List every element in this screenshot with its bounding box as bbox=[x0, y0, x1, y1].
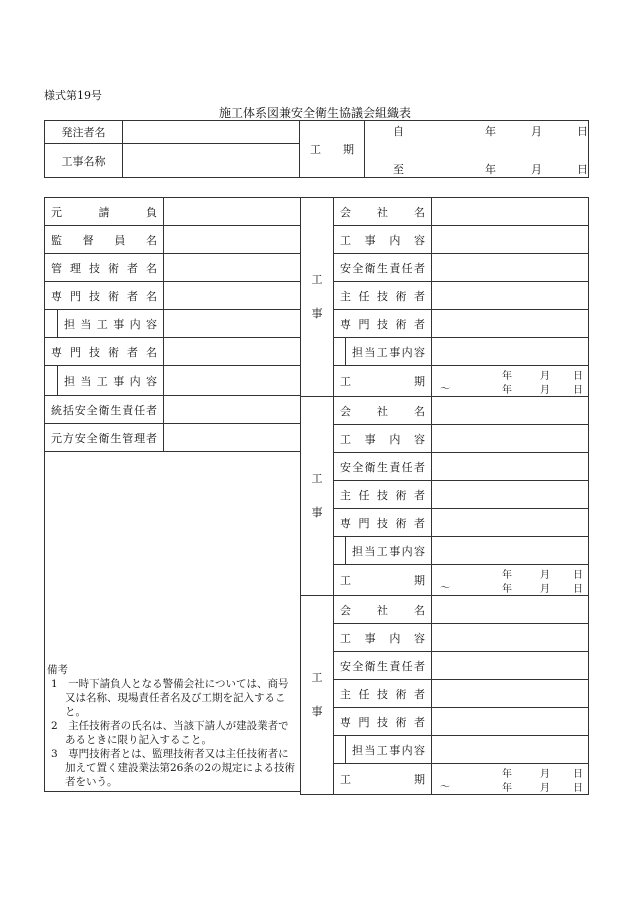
note-item: 2 主任技術者の氏名は、当該下請人が建設業者であるときに限り記入すること。 bbox=[51, 720, 289, 746]
sub3-company-field[interactable] bbox=[432, 596, 589, 624]
to-month: 月 bbox=[531, 163, 542, 176]
project-label: 工事名称 bbox=[45, 144, 123, 178]
manager-label: 管 理 技 術 者 名 bbox=[45, 254, 164, 282]
sub3-safety-field[interactable] bbox=[432, 652, 589, 680]
scope2-field[interactable] bbox=[164, 366, 301, 396]
sub2-period-field[interactable]: ～ 年 月 日 年 月 日 bbox=[432, 565, 589, 596]
sub2-chief-field[interactable] bbox=[432, 481, 589, 509]
sub1-chief-label: 主 任 技 術 者 bbox=[334, 282, 432, 310]
safety-manager-field[interactable] bbox=[164, 424, 301, 452]
general-safety-label: 統括安全衛生責任者 bbox=[45, 396, 164, 424]
sub3-scope-field[interactable] bbox=[432, 736, 589, 764]
sub3-safety-label: 安全衛生責任者 bbox=[334, 652, 432, 680]
safety-manager-label: 元方安全衛生管理者 bbox=[45, 424, 164, 452]
project-field[interactable] bbox=[123, 144, 300, 178]
sub1-safety-field[interactable] bbox=[432, 254, 589, 282]
manager-field[interactable] bbox=[164, 254, 301, 282]
sub2-vertical-label: 工 事 bbox=[301, 397, 334, 596]
scope2-label: 担 当 工 事 内 容 bbox=[58, 366, 164, 396]
sub2-company-field[interactable] bbox=[432, 397, 589, 425]
sub1-scope-field[interactable] bbox=[432, 338, 589, 366]
sub1-vertical-label: 工 事 bbox=[301, 198, 334, 397]
to-year: 年 bbox=[485, 163, 496, 176]
sub1-period-label: 工 期 bbox=[334, 366, 432, 397]
specialist2-label: 専 門 技 術 者 名 bbox=[45, 338, 164, 366]
supervisor-field[interactable] bbox=[164, 226, 301, 254]
sub2-specialist-label: 専 門 技 術 者 bbox=[334, 509, 432, 537]
sub2-safety-field[interactable] bbox=[432, 453, 589, 481]
sub2-scope-label: 担当工事内容 bbox=[346, 537, 432, 565]
prime-contractor-table bbox=[44, 197, 301, 792]
sub2-period-label: 工 期 bbox=[334, 565, 432, 596]
sub2-scope-field[interactable] bbox=[432, 537, 589, 565]
sub3-work-field[interactable] bbox=[432, 624, 589, 652]
sub3-work-label: 工 事 内 容 bbox=[334, 624, 432, 652]
sub1-chief-field[interactable] bbox=[432, 282, 589, 310]
sub2-specialist-field[interactable] bbox=[432, 509, 589, 537]
sub3-period-field[interactable]: ～ 年 月 日 年 月 日 bbox=[432, 764, 589, 795]
sub2-work-label: 工 事 内 容 bbox=[334, 425, 432, 453]
sub1-safety-label: 安全衛生責任者 bbox=[334, 254, 432, 282]
sub3-vertical-label: 工 事 bbox=[301, 596, 334, 795]
prime-label: 元 請 負 bbox=[45, 198, 164, 226]
note-item: 1 一時下請負人となる警備会社については、商号又は名称、現場責任者名及び工期を記入すること。 bbox=[51, 678, 289, 718]
from-label: 自 bbox=[393, 125, 404, 138]
scope1-field[interactable] bbox=[164, 310, 301, 338]
orderer-field[interactable] bbox=[123, 121, 300, 144]
sub3-specialist-field[interactable] bbox=[432, 708, 589, 736]
sub3-company-label: 会 社 名 bbox=[334, 596, 432, 624]
sub1-scope-label: 担当工事内容 bbox=[346, 338, 432, 366]
sub2-company-label: 会 社 名 bbox=[334, 397, 432, 425]
prime-field[interactable] bbox=[164, 198, 301, 226]
notes-box bbox=[45, 452, 301, 792]
supervisor-label: 監 督 員 名 bbox=[45, 226, 164, 254]
sub2-work-field[interactable] bbox=[432, 425, 589, 453]
subcontractor-table bbox=[300, 197, 589, 795]
period-label: 工 期 bbox=[300, 121, 365, 178]
from-day: 日 bbox=[577, 125, 588, 138]
sub3-specialist-label: 専 門 技 術 者 bbox=[334, 708, 432, 736]
specialist1-label: 専 門 技 術 者 名 bbox=[45, 282, 164, 310]
sub1-company-label: 会 社 名 bbox=[334, 198, 432, 226]
sub1-period-field[interactable]: ～ 年 月 日 年 月 日 bbox=[432, 366, 589, 397]
sub1-specialist-label: 専 門 技 術 者 bbox=[334, 310, 432, 338]
sub3-chief-field[interactable] bbox=[432, 680, 589, 708]
from-month: 月 bbox=[531, 125, 542, 138]
general-safety-field[interactable] bbox=[164, 396, 301, 424]
from-year: 年 bbox=[485, 125, 496, 138]
header-table bbox=[44, 120, 589, 178]
sub3-chief-label: 主 任 技 術 者 bbox=[334, 680, 432, 708]
note-item: 3 専門技術者とは、監理技術者又は主任技術者に加えて置く建設業法第26条の2の規定による技術者をいう。 bbox=[51, 748, 296, 788]
sub1-company-field[interactable] bbox=[432, 198, 589, 226]
specialist2-field[interactable] bbox=[164, 338, 301, 366]
specialist1-field[interactable] bbox=[164, 282, 301, 310]
period-field[interactable] bbox=[365, 121, 589, 178]
page-title: 施工体系図兼安全衛生協議会組織表 bbox=[218, 106, 411, 120]
sub2-safety-label: 安全衛生責任者 bbox=[334, 453, 432, 481]
sub1-specialist-field[interactable] bbox=[432, 310, 589, 338]
sub3-period-label: 工 期 bbox=[334, 764, 432, 795]
sub1-work-field[interactable] bbox=[432, 226, 589, 254]
scope1-label: 担 当 工 事 内 容 bbox=[58, 310, 164, 338]
notes-heading: 備考 bbox=[47, 664, 68, 676]
form-number: 様式第19号 bbox=[44, 89, 102, 102]
sub2-chief-label: 主 任 技 術 者 bbox=[334, 481, 432, 509]
sub3-scope-label: 担当工事内容 bbox=[346, 736, 432, 764]
sub1-work-label: 工 事 内 容 bbox=[334, 226, 432, 254]
to-day: 日 bbox=[577, 163, 588, 176]
orderer-label: 発注者名 bbox=[45, 121, 123, 144]
to-label: 至 bbox=[393, 163, 404, 176]
